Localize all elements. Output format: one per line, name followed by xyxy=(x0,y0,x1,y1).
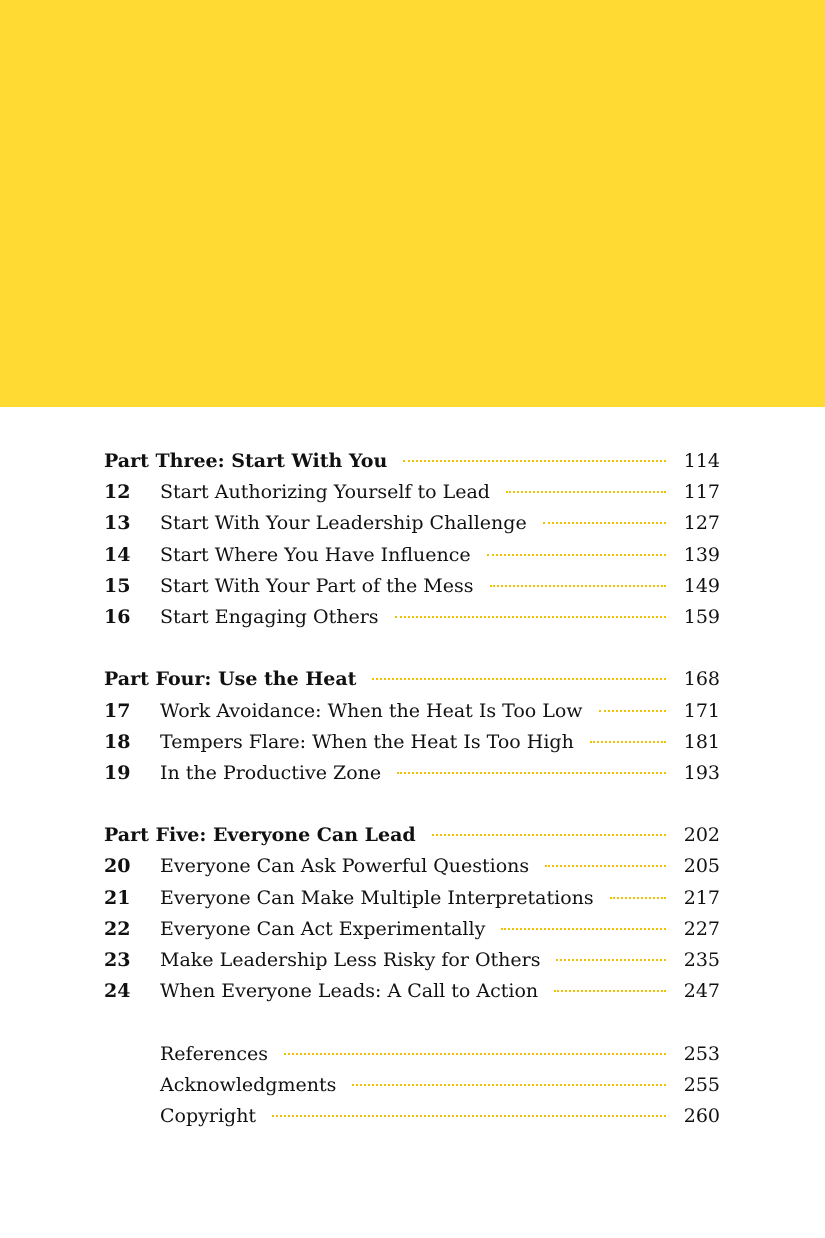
toc-copyright[interactable] xyxy=(104,1101,720,1132)
chapter-title: Start Engaging Others xyxy=(160,605,379,628)
chapter-number: 18 xyxy=(104,730,131,753)
leader-dots xyxy=(403,460,666,462)
leader-dots xyxy=(554,990,666,992)
page-number: 205 xyxy=(683,855,720,878)
toc-chapter-23[interactable] xyxy=(104,945,720,976)
toc-chapter-12[interactable] xyxy=(104,477,720,508)
chapter-title: Everyone Can Make Multiple Interpretations xyxy=(160,886,594,909)
toc-chapter-19[interactable] xyxy=(104,758,720,789)
page-number: 260 xyxy=(683,1104,720,1127)
toc-chapter-24[interactable] xyxy=(104,976,720,1007)
toc-part-three[interactable] xyxy=(104,446,720,477)
chapter-number: 17 xyxy=(104,699,131,722)
leader-dots xyxy=(599,710,666,712)
leader-dots xyxy=(545,865,666,867)
toc-chapter-14[interactable] xyxy=(104,540,720,571)
page-number: 235 xyxy=(683,949,720,971)
chapter-number: 14 xyxy=(104,543,131,566)
toc-chapter-18[interactable] xyxy=(104,727,720,758)
chapter-number: 20 xyxy=(104,855,131,878)
page-number: 127 xyxy=(683,512,720,535)
chapter-title: In the Productive Zone xyxy=(160,761,382,784)
toc-chapter-13[interactable] xyxy=(104,508,720,539)
chapter-number: 13 xyxy=(104,512,131,535)
leader-dots xyxy=(506,491,666,493)
page-number: 255 xyxy=(683,1073,720,1096)
toc-part-five[interactable] xyxy=(104,820,720,851)
chapter-title: Start Authorizing Yourself to Lead xyxy=(160,481,490,504)
page-number: 149 xyxy=(683,574,720,597)
leader-dots xyxy=(372,678,666,680)
toc-chapter-22[interactable] xyxy=(104,914,720,945)
page-number: 202 xyxy=(683,824,720,847)
back-matter-title: Copyright xyxy=(160,1104,257,1127)
toc-chapter-17[interactable] xyxy=(104,696,720,727)
chapter-number: 19 xyxy=(104,761,131,784)
toc-chapter-16[interactable] xyxy=(104,602,720,633)
back-matter-title: References xyxy=(160,1042,269,1065)
part-title: Part Three: Start With You xyxy=(104,450,388,472)
chapter-number: 23 xyxy=(104,949,131,971)
leader-dots xyxy=(432,834,666,836)
leader-dots xyxy=(490,585,667,587)
chapter-number: 21 xyxy=(104,886,131,909)
chapter-number: 24 xyxy=(104,980,131,1003)
leader-dots xyxy=(610,897,666,899)
leader-dots xyxy=(397,772,666,774)
yellow-header-band xyxy=(0,0,825,407)
page-number: 193 xyxy=(683,761,720,784)
chapter-title: Start With Your Leadership Challenge xyxy=(160,512,527,535)
page-number: 114 xyxy=(683,450,720,472)
chapter-title: Everyone Can Act Experimentally xyxy=(160,917,486,940)
page-number: 227 xyxy=(683,917,720,940)
leader-dots xyxy=(272,1115,666,1117)
part-title: Part Four: Use the Heat xyxy=(104,668,357,691)
leader-dots xyxy=(395,616,666,618)
chapter-title: Start With Your Part of the Mess xyxy=(160,574,474,597)
toc-acknowledgments[interactable] xyxy=(104,1070,720,1101)
back-matter-title: Acknowledgments xyxy=(160,1073,337,1096)
page-number: 253 xyxy=(683,1042,720,1065)
chapter-number: 15 xyxy=(104,574,131,597)
page-number: 171 xyxy=(683,699,720,722)
chapter-title: Work Avoidance: When the Heat Is Too Low xyxy=(160,699,583,722)
chapter-title: Everyone Can Ask Powerful Questions xyxy=(160,855,530,878)
leader-dots xyxy=(501,928,666,930)
leader-dots xyxy=(543,522,666,524)
leader-dots xyxy=(284,1053,666,1055)
page-number: 181 xyxy=(683,730,720,753)
section-spacer xyxy=(104,1007,720,1038)
leader-dots xyxy=(352,1084,666,1086)
toc-chapter-15[interactable] xyxy=(104,571,720,602)
chapter-number: 22 xyxy=(104,917,131,940)
page-number: 159 xyxy=(683,605,720,628)
page-number: 217 xyxy=(683,886,720,909)
leader-dots xyxy=(556,959,666,961)
section-spacer xyxy=(104,633,720,664)
leader-dots xyxy=(487,554,666,556)
chapter-title: Start Where You Have Influence xyxy=(160,543,471,566)
chapter-title: Make Leadership Less Risky for Others xyxy=(160,949,541,971)
page-number: 247 xyxy=(683,980,720,1003)
chapter-number: 12 xyxy=(104,481,131,504)
table-of-contents xyxy=(104,446,720,1132)
toc-part-four[interactable] xyxy=(104,664,720,695)
chapter-title: When Everyone Leads: A Call to Action xyxy=(160,980,539,1003)
section-spacer xyxy=(104,789,720,820)
toc-references[interactable] xyxy=(104,1039,720,1070)
part-title: Part Five: Everyone Can Lead xyxy=(104,824,416,847)
page-number: 117 xyxy=(683,481,720,504)
toc-chapter-20[interactable] xyxy=(104,851,720,882)
page-number: 139 xyxy=(683,543,720,566)
chapter-title: Tempers Flare: When the Heat Is Too High xyxy=(160,730,574,753)
leader-dots xyxy=(590,741,666,743)
page-number: 168 xyxy=(683,668,720,691)
toc-chapter-21[interactable] xyxy=(104,883,720,914)
chapter-number: 16 xyxy=(104,605,131,628)
